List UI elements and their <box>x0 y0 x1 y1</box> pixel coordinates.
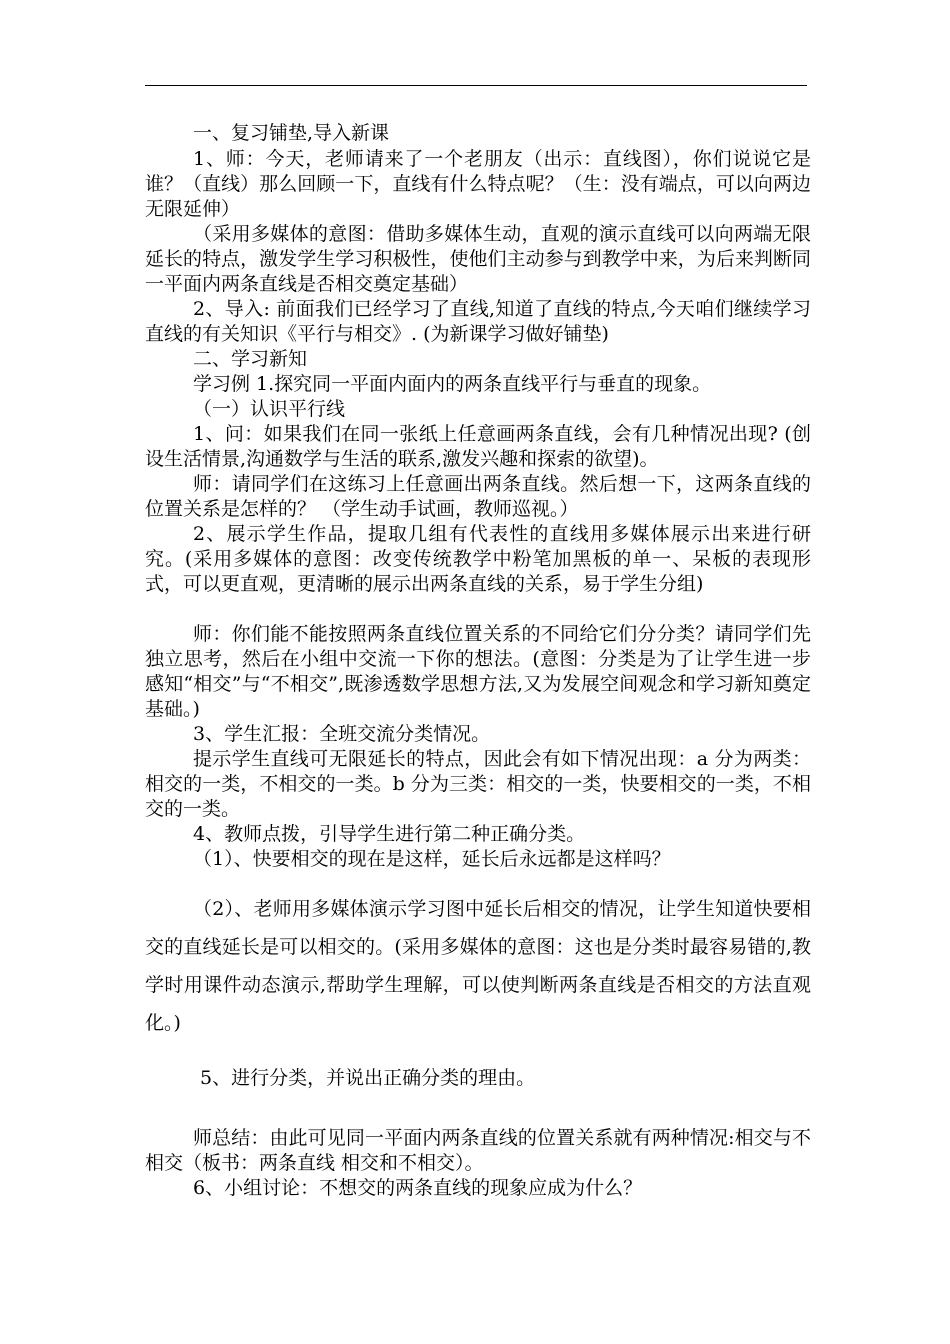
paragraph-teacher-summary: 师总结：由此可见同一平面内两条直线的位置关系就有两种情况:相交与不相交（板书：两条直线 相交和不相交）。 <box>145 1127 811 1174</box>
paragraph-show-works: 2、展示学生作品，提取几组有代表性的直线用多媒体展示出来进行研究。(采用多媒体的意图：改变传统教学中粉笔加黑板的单一、呆板的表现形式，可以更直观，更清晰的展示出两条直线的关系，易于学生分组) <box>145 523 811 595</box>
paragraph-group-discussion: 6、小组讨论：不想交的两条直线的现象应成为什么？ <box>193 1177 643 1199</box>
paragraph-sub-item-1: （1）、快要相交的现在是这样，延长后永远都是这样吗？ <box>193 848 671 870</box>
paragraph-example-1: 学习例 1.探究同一平面内面内的两条直线平行与垂直的现象。 <box>193 373 712 395</box>
paragraph-teacher-guide: 4、教师点拨，引导学生进行第二种正确分类。 <box>193 823 586 845</box>
paragraph-classify-question: 师：你们能不能按照两条直线位置关系的不同给它们分分类？请同学们先独立思考，然后在小组中交流一下你的想法。(意图：分类是为了让学生进一步感知“相交”与“不相交”,既渗透数学思想方法,又为发展空间观念和学习新知奠定基础。) <box>145 623 811 720</box>
section-heading-new-knowledge: 二、学习新知 <box>193 348 308 370</box>
paragraph-question-1: 1、问：如果我们在同一张纸上任意画两条直线，会有几种情况出现? (创设生活情景,沟通数学与生活的联系,激发兴趣和探索的欲望)。 <box>145 423 811 470</box>
paragraph-classify-reason: 5、进行分类，并说出正确分类的理由。 <box>200 1067 536 1089</box>
header-rule <box>145 85 807 86</box>
paragraph-teacher-intro: 1、师：今天，老师请来了一个老朋友（出示：直线图），你们说说它是谁？（直线）那么回顾一下，直线有什么特点呢？（生：没有端点，可以向两边无限延伸） <box>145 148 811 220</box>
subheading-parallel-lines: （一）认识平行线 <box>193 398 346 420</box>
paragraph-hint: 提示学生直线可无限延长的特点，因此会有如下情况出现：a 分为两类：相交的一类，不相交的一类。b 分为三类：相交的一类，快要相交的一类，不相交的一类。 <box>145 748 811 820</box>
paragraph-teacher-draw: 师：请同学们在这练习上任意画出两条直线。然后想一下，这两条直线的位置关系是怎样的？ （学生动手试画，教师巡视。） <box>145 473 811 520</box>
section-heading-review: 一、复习铺垫,导入新课 <box>193 122 390 144</box>
paragraph-student-report: 3、学生汇报：全班交流分类情况。 <box>193 723 491 745</box>
paragraph-sub-item-2: （2）、老师用多媒体演示学习图中延长后相交的情况，让学生知道快要相交的直线延长是可以相交的。(采用多媒体的意图：这也是分类时最容易错的,教学时用课件动态演示,帮助学生理解，可以使判断两条直线是否相交的方法直观化。) <box>145 898 811 1034</box>
paragraph-multimedia-intent-1: （采用多媒体的意图：借助多媒体生动，直观的演示直线可以向两端无限延长的特点，激发学生学习积极性，使他们主动参与到教学中来，为后来判断同一平面内两条直线是否相交奠定基础） <box>145 223 811 295</box>
paragraph-lead-in: 2、导入: 前面我们已经学习了直线,知道了直线的特点,今天咱们继续学习直线的有关知识《平行与相交》. (为新课学习做好铺垫) <box>145 298 811 345</box>
